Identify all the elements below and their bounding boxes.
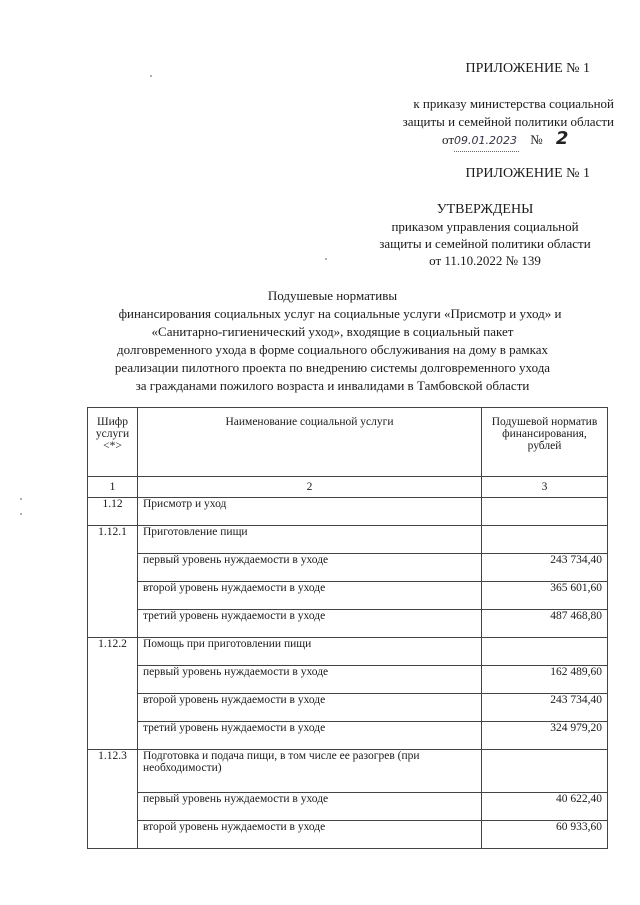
heading-line-1: Подушевые нормативы: [267, 288, 398, 303]
heading-line-4: долговременного ухода в форме социального обслуживания на дому в рамках: [117, 342, 548, 357]
number-label: №: [530, 132, 543, 147]
table-row: [88, 793, 608, 821]
norm-value: [482, 526, 608, 554]
service-name: Приготовление пищи: [138, 526, 482, 554]
norm-value: [482, 498, 608, 526]
appendix-date-line: [442, 130, 622, 152]
col-number: 3: [482, 477, 608, 498]
scan-speck: [150, 75, 152, 77]
appendix-title: ПРИЛОЖЕНИЕ № 1: [465, 61, 590, 76]
table-row: [88, 554, 608, 582]
norm-value: 365 601,60: [482, 582, 608, 610]
approved-line-3: от 11.10.2022 № 139: [429, 253, 541, 268]
norm-value: [482, 638, 608, 666]
norm-value: 40 622,40: [482, 793, 608, 821]
service-name: третий уровень нуждаемости в уходе: [138, 722, 482, 750]
handwritten-number: 2: [555, 128, 569, 149]
table-row: [88, 694, 608, 722]
table-row: [88, 526, 608, 554]
service-name: первый уровень нуждаемости в уходе: [138, 554, 482, 582]
header-name: Наименование социальной услуги: [138, 408, 482, 477]
handwritten-date: 09.01.2023: [454, 132, 519, 152]
table-row: [88, 666, 608, 694]
col-number: 1: [88, 477, 138, 498]
scan-speck: [325, 258, 327, 260]
service-code: 1.12: [88, 498, 138, 526]
appendix-second-title: ПРИЛОЖЕНИЕ № 1: [465, 166, 590, 181]
service-name: третий уровень нуждаемости в уходе: [138, 610, 482, 638]
appendix-line-1: к приказу министерства социальной: [413, 96, 614, 111]
norms-table: [87, 407, 608, 849]
table-row: [88, 498, 608, 526]
table-row: [88, 722, 608, 750]
heading-line-2: финансирования социальных услуг на социальные услуги «Присмотр и уход» и: [118, 306, 562, 321]
table-row: [88, 610, 608, 638]
service-code: 1.12.1: [88, 526, 138, 638]
table-row: [88, 821, 608, 849]
approved-line-1: приказом управления социальной: [391, 219, 579, 234]
header-value: Подушевой норматив финансирования, рублей: [482, 408, 608, 477]
heading-line-6: за гражданами пожилого возраста и инвалидами в Тамбовской области: [135, 378, 530, 393]
table-row: [88, 750, 608, 793]
norm-value: 324 979,20: [482, 722, 608, 750]
scan-speck: [20, 513, 22, 515]
service-name: Присмотр и уход: [138, 498, 482, 526]
approved-title: УТВЕРЖДЕНЫ: [436, 202, 534, 217]
service-name: первый уровень нуждаемости в уходе: [138, 666, 482, 694]
heading-line-3: «Санитарно-гигиенический уход», входящие в социальный пакет: [151, 324, 514, 339]
service-name: второй уровень нуждаемости в уходе: [138, 821, 482, 849]
scan-speck: [20, 498, 22, 500]
norm-value: 487 468,80: [482, 610, 608, 638]
table-row: [88, 582, 608, 610]
service-name: Помощь при приготовлении пищи: [138, 638, 482, 666]
service-name: первый уровень нуждаемости в уходе: [138, 793, 482, 821]
service-name: второй уровень нуждаемости в уходе: [138, 694, 482, 722]
table-header-row: [88, 408, 608, 477]
norm-value: 60 933,60: [482, 821, 608, 849]
norm-value: [482, 750, 608, 793]
table-row: [88, 638, 608, 666]
heading-line-5: реализации пилотного проекта по внедрению системы долговременного ухода: [114, 360, 551, 375]
col-number: 2: [138, 477, 482, 498]
approved-line-2: защиты и семейной политики области: [379, 236, 591, 251]
table-column-number-row: [88, 477, 608, 498]
service-name: Подготовка и подача пищи, в том числе ее разогрев (при необходимости): [138, 750, 482, 793]
norm-value: 162 489,60: [482, 666, 608, 694]
service-name: второй уровень нуждаемости в уходе: [138, 582, 482, 610]
service-code: 1.12.2: [88, 638, 138, 750]
appendix-line-2: защиты и семейной политики области: [402, 114, 614, 129]
header-code: Шифр услуги <*>: [88, 408, 138, 477]
from-prefix: от: [442, 132, 455, 147]
norm-value: 243 734,40: [482, 694, 608, 722]
service-code: 1.12.3: [88, 750, 138, 849]
norm-value: 243 734,40: [482, 554, 608, 582]
